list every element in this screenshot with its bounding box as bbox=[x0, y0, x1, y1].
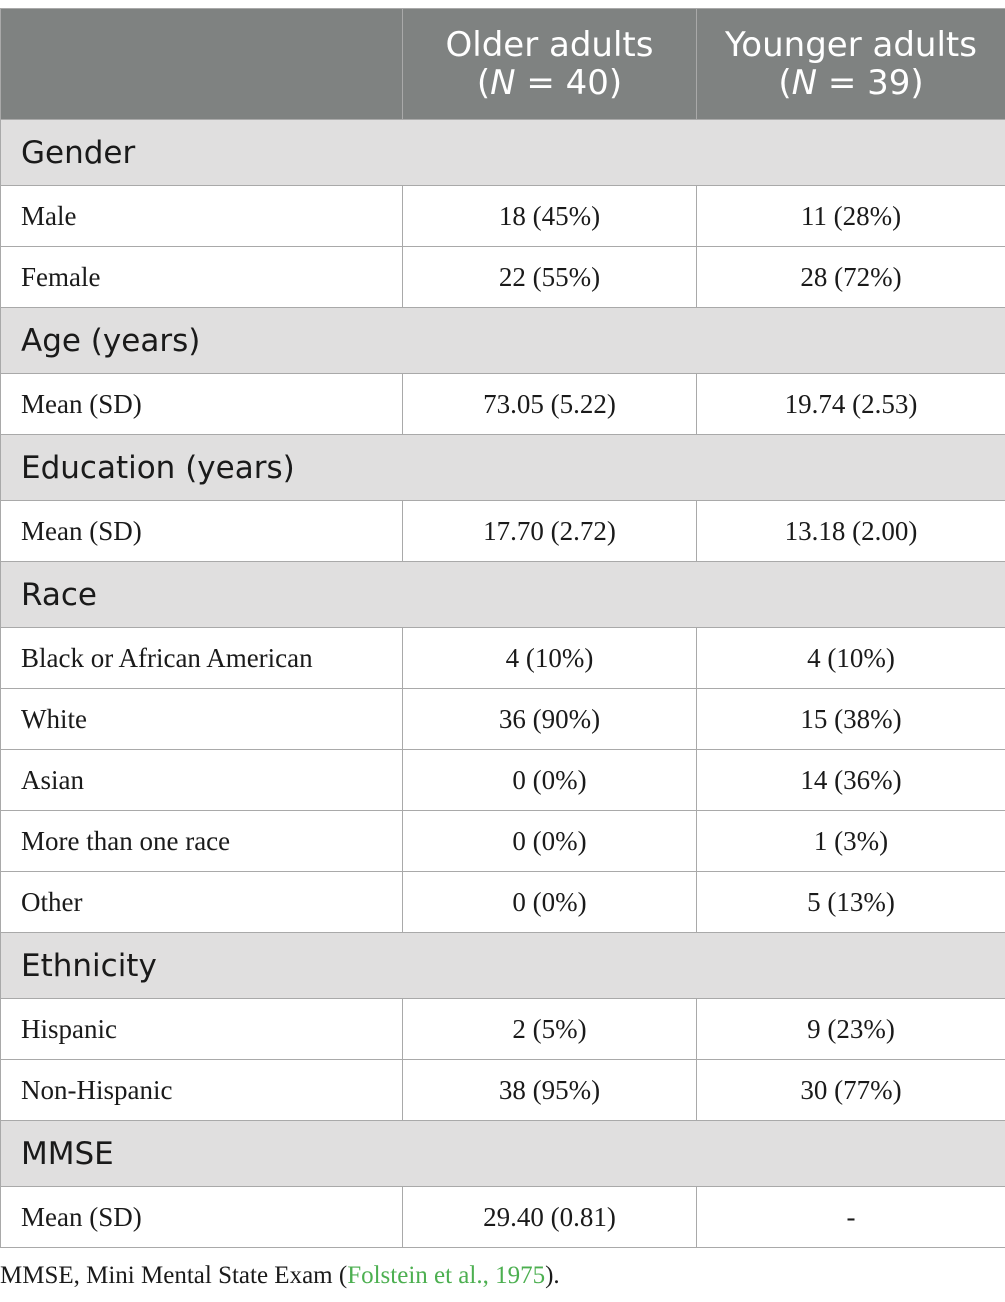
footnote-prefix: MMSE, Mini Mental State Exam ( bbox=[0, 1262, 348, 1289]
older-value: 0 (0%) bbox=[403, 872, 697, 933]
row-label: Male bbox=[1, 186, 403, 247]
younger-value: 11 (28%) bbox=[697, 186, 1005, 247]
older-value: 29.40 (0.81) bbox=[403, 1187, 697, 1248]
younger-value: 28 (72%) bbox=[697, 247, 1005, 308]
row-label: White bbox=[1, 689, 403, 750]
section-title: Gender bbox=[1, 120, 1005, 186]
section-row-mmse bbox=[1, 1121, 1005, 1187]
table-row bbox=[1, 186, 1005, 247]
header-older-n-value: = 40) bbox=[515, 63, 623, 103]
younger-value: 14 (36%) bbox=[697, 750, 1005, 811]
header-older-n-symbol: N bbox=[490, 63, 516, 103]
table-row bbox=[1, 689, 1005, 750]
row-label: Mean (SD) bbox=[1, 501, 403, 562]
younger-value: 15 (38%) bbox=[697, 689, 1005, 750]
row-label: Mean (SD) bbox=[1, 1187, 403, 1248]
older-value: 2 (5%) bbox=[403, 999, 697, 1060]
table-row bbox=[1, 374, 1005, 435]
citation-link[interactable]: Folstein et al., 1975 bbox=[347, 1262, 546, 1289]
table-row bbox=[1, 1187, 1005, 1248]
header-younger-adults bbox=[697, 9, 1005, 120]
table-footnote bbox=[0, 1262, 560, 1290]
header-younger-title: Younger adults bbox=[725, 25, 977, 65]
table-row bbox=[1, 1060, 1005, 1121]
table-row bbox=[1, 872, 1005, 933]
header-older-adults bbox=[403, 9, 697, 120]
row-label: Mean (SD) bbox=[1, 374, 403, 435]
section-title: Age (years) bbox=[1, 308, 1005, 374]
demographics-table bbox=[0, 8, 1005, 1248]
section-row-race bbox=[1, 562, 1005, 628]
older-value: 22 (55%) bbox=[403, 247, 697, 308]
table-row bbox=[1, 999, 1005, 1060]
section-row-age bbox=[1, 308, 1005, 374]
section-row-gender bbox=[1, 120, 1005, 186]
row-label: Female bbox=[1, 247, 403, 308]
section-title: MMSE bbox=[1, 1121, 1005, 1187]
footnote-suffix: ). bbox=[545, 1262, 560, 1289]
table-row bbox=[1, 750, 1005, 811]
header-younger-open-paren: ( bbox=[778, 63, 792, 103]
younger-value: 9 (23%) bbox=[697, 999, 1005, 1060]
header-older-title: Older adults bbox=[445, 25, 654, 65]
younger-value: 4 (10%) bbox=[697, 628, 1005, 689]
older-value: 17.70 (2.72) bbox=[403, 501, 697, 562]
younger-value: 5 (13%) bbox=[697, 872, 1005, 933]
row-label: Asian bbox=[1, 750, 403, 811]
row-label: Black or African American bbox=[1, 628, 403, 689]
table-row bbox=[1, 811, 1005, 872]
older-value: 18 (45%) bbox=[403, 186, 697, 247]
older-value: 38 (95%) bbox=[403, 1060, 697, 1121]
row-label: Non-Hispanic bbox=[1, 1060, 403, 1121]
older-value: 4 (10%) bbox=[403, 628, 697, 689]
header-row bbox=[1, 9, 1005, 120]
table-row bbox=[1, 247, 1005, 308]
row-label: Hispanic bbox=[1, 999, 403, 1060]
section-row-education bbox=[1, 435, 1005, 501]
header-older-open-paren: ( bbox=[476, 63, 491, 103]
older-value: 36 (90%) bbox=[403, 689, 697, 750]
younger-value: - bbox=[697, 1187, 1005, 1248]
table-row bbox=[1, 628, 1005, 689]
table-row bbox=[1, 501, 1005, 562]
older-value: 0 (0%) bbox=[403, 811, 697, 872]
younger-value: 13.18 (2.00) bbox=[697, 501, 1005, 562]
older-value: 73.05 (5.22) bbox=[403, 374, 697, 435]
row-label: Other bbox=[1, 872, 403, 933]
row-label: More than one race bbox=[1, 811, 403, 872]
section-title: Ethnicity bbox=[1, 933, 1005, 999]
header-younger-n-value: = 39) bbox=[817, 63, 924, 103]
younger-value: 19.74 (2.53) bbox=[697, 374, 1005, 435]
section-title: Race bbox=[1, 562, 1005, 628]
section-row-ethnicity bbox=[1, 933, 1005, 999]
header-blank-cell bbox=[1, 9, 403, 120]
header-younger-n-symbol: N bbox=[791, 63, 818, 103]
section-title: Education (years) bbox=[1, 435, 1005, 501]
younger-value: 30 (77%) bbox=[697, 1060, 1005, 1121]
younger-value: 1 (3%) bbox=[697, 811, 1005, 872]
older-value: 0 (0%) bbox=[403, 750, 697, 811]
